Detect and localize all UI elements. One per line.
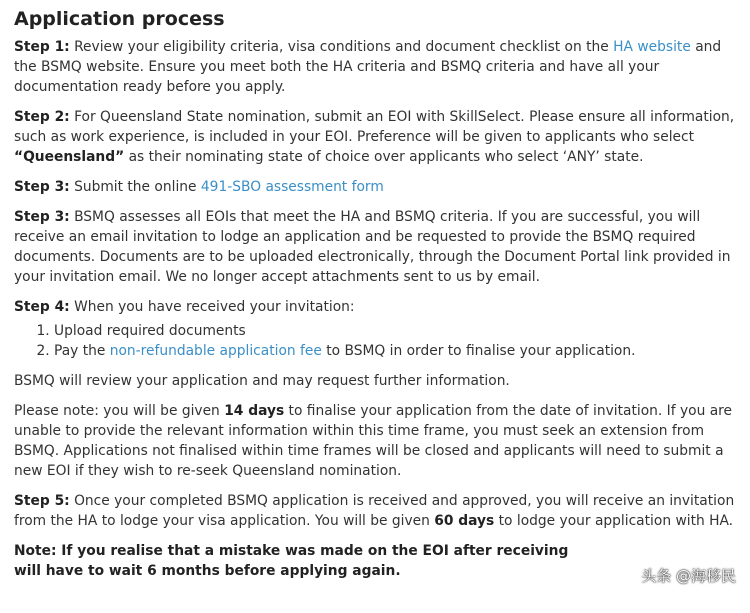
step-4-list — [14, 321, 740, 361]
review-paragraph: BSMQ will review your application and may request further information. — [14, 373, 510, 389]
step-5-paragraph — [14, 491, 740, 531]
step-2-text: For Queensland State nomination, submit an EOI with SkillSelect. Please ensure all information, such as work experience, is included in your EOI. Preference will be given to applicants who select — [14, 109, 735, 145]
list-item-text: Pay the — [54, 343, 110, 359]
step-2-label: Step 2: — [14, 109, 70, 125]
step-3b-label: Step 3: — [14, 209, 70, 225]
please-note-paragraph — [14, 401, 740, 481]
fourteen-days: 14 days — [224, 403, 285, 419]
step-2-paragraph — [14, 107, 740, 167]
watermark-text: 头条 @海移民 — [641, 567, 736, 585]
step-3-text: Submit the online — [69, 179, 201, 195]
step-4-paragraph — [14, 297, 740, 317]
step-1-paragraph — [14, 37, 740, 97]
step-2-text-end: as their nominating state of choice over applicants who select ‘ANY’ state. — [124, 149, 644, 165]
note-text-end: to finalise your application from the date of invitation. If you are unable to provide the relevant information within this time frame, you must seek an extension from BSMQ. Applications not finalised within time frames will be closed and applicants will need to submit a new EOI if they wish to re-seek Queensland nomination. — [14, 403, 733, 479]
final-note-line-2: will have to wait 6 months before applying again. — [14, 563, 401, 579]
assessment-form-link[interactable]: 491-SBO assessment form — [200, 179, 384, 195]
step-1-label: Step 1: — [14, 39, 70, 55]
step-3-label: Step 3: — [14, 179, 70, 195]
step-3b-text: BSMQ assesses all EOIs that meet the HA and BSMQ criteria. If you are successful, you will receive an email invitation to lodge an application and be requested to provide the BSMQ required documents. Documents are to be uploaded electronically, through the Document Portal link provided in your invitation email. We no longer accept attachments sent to us by email. — [14, 209, 731, 285]
sixty-days: 60 days — [434, 513, 495, 529]
ha-website-link[interactable]: HA website — [613, 39, 691, 55]
step-4-text: When you have received your invitation: — [69, 299, 355, 315]
step-3-assess-paragraph — [14, 207, 740, 287]
step-1-text: Review your eligibility criteria, visa conditions and document checklist on the — [69, 39, 614, 55]
step-5-text: Once your completed BSMQ application is received and approved, you will receive an invitation from the HA to lodge your visa application. You will be given — [14, 493, 735, 529]
smile-icon — [619, 567, 637, 585]
step-1-text-end: and the BSMQ website. Ensure you meet both the HA criteria and BSMQ criteria and have all your documentation ready before you apply. — [14, 39, 722, 95]
list-item — [54, 341, 740, 361]
step-3-submit-paragraph — [14, 177, 740, 197]
final-note-line-1: Note: If you realise that a mistake was made on the EOI after receiving — [14, 543, 569, 559]
step-5-text-end: to lodge your application with HA. — [494, 513, 734, 529]
list-item-text-end: to BSMQ in order to finalise your application. — [321, 343, 636, 359]
step-4-label: Step 4: — [14, 299, 70, 315]
watermark — [619, 566, 736, 586]
step-5-label: Step 5: — [14, 493, 70, 509]
application-fee-link[interactable]: non-refundable application fee — [109, 343, 322, 359]
page-title: Application process — [14, 8, 225, 30]
note-text: Please note: you will be given — [14, 403, 225, 419]
queensland-emphasis: “Queensland” — [14, 149, 125, 165]
list-item: 1. Upload required documents — [54, 321, 740, 341]
